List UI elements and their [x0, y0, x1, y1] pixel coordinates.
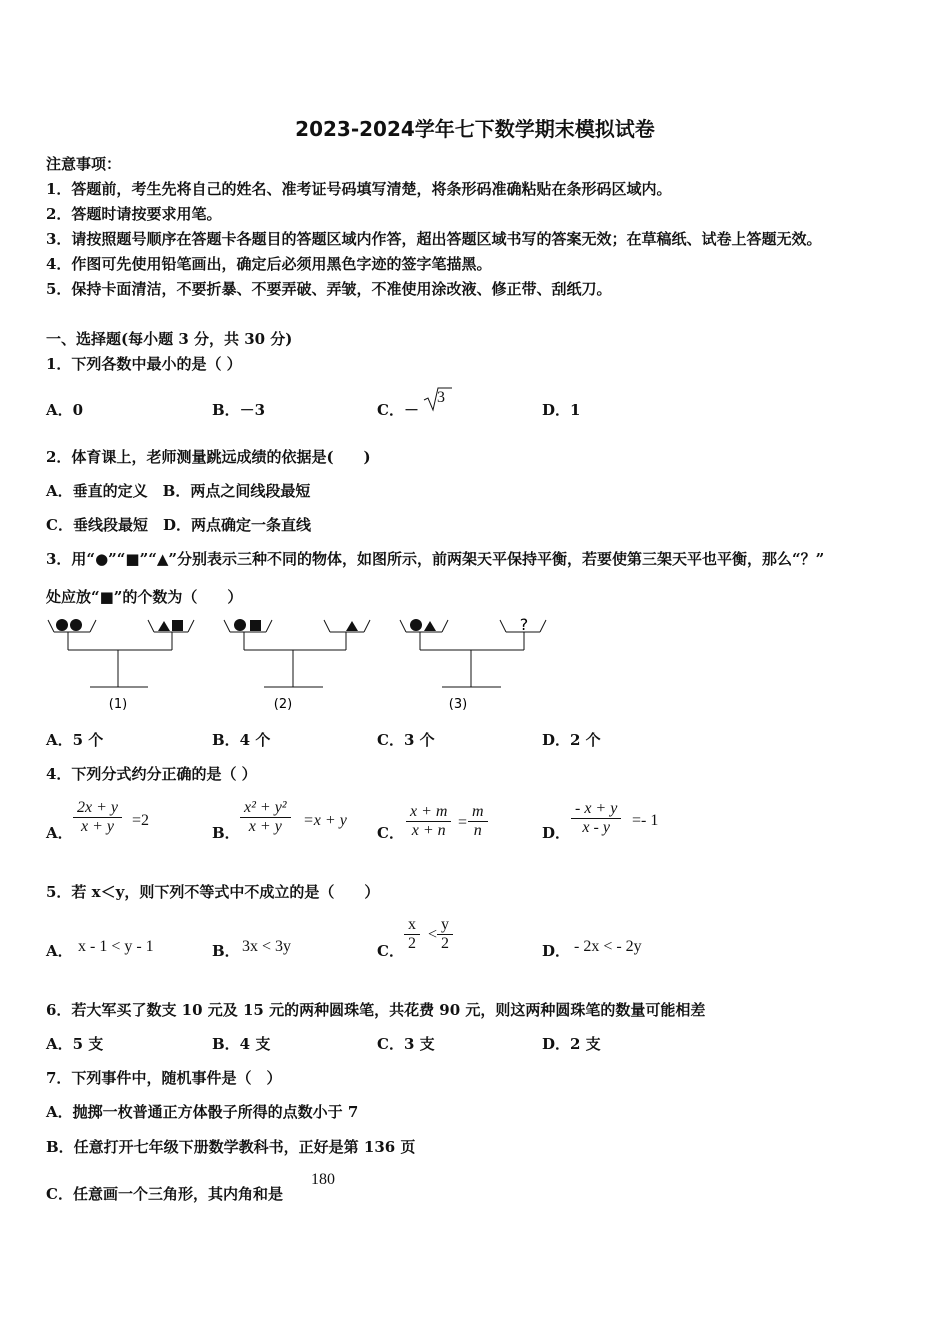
q5-option-a-label: A． [46, 942, 73, 960]
triangle-object [346, 621, 358, 631]
numerator: m [472, 803, 484, 820]
numerator: y [441, 916, 449, 933]
q4-option-a-label: A． [46, 824, 73, 842]
q4-option-a-rhs: =2 [132, 812, 150, 829]
balance-2 [224, 619, 370, 687]
square-object [172, 620, 183, 631]
balance-1 [48, 619, 194, 687]
q4-option-b-label: B． [212, 824, 240, 842]
q2-options-ab: A．垂直的定义 B．两点之间线段最短 [46, 482, 311, 500]
q6-option-b: B．4 支 [212, 1035, 271, 1053]
q4-option-c-rhs-fraction [468, 803, 488, 840]
figure-label: (3) [448, 697, 468, 712]
balance-figure [40, 612, 560, 717]
q1-option-c-radicand: 3 [437, 389, 445, 406]
question-3-stem-cont: 处应放“■”的个数为（ ） [46, 588, 243, 606]
question-1-stem: 1．下列各数中最小的是（ ） [46, 355, 242, 373]
numerator: x² + y² [244, 799, 287, 816]
triangle-object [424, 621, 436, 631]
q6-option-c: C．3 支 [377, 1035, 435, 1053]
question-2-stem: 2．体育课上，老师测量跳远成绩的依据是( ) [46, 448, 371, 466]
denominator: 2 [408, 935, 416, 952]
q4-option-c-eq: = [458, 814, 468, 831]
question-mark: ? [519, 615, 529, 634]
q1-option-c: C．－ [377, 401, 419, 419]
q5-option-d-expr: - 2x < - 2y [574, 938, 642, 955]
q5-option-c-label: C． [377, 942, 404, 960]
q3-option-d: D．2 个 [542, 731, 601, 749]
circle-object [234, 619, 246, 631]
denominator: x + y [248, 818, 282, 835]
section-heading: 一、选择题(每小题 3 分，共 30 分) [46, 330, 293, 348]
circle-object [70, 619, 82, 631]
numerator: 2x + y [77, 799, 118, 816]
question-4-stem: 4．下列分式约分正确的是（ ） [46, 765, 257, 783]
q5-option-c-fraction-right [437, 916, 453, 953]
q5-option-b-expr: 3x < 3y [242, 938, 292, 955]
q4-option-a-fraction [73, 799, 122, 836]
q5-option-a-expr: x - 1 < y - 1 [78, 938, 154, 955]
q1-option-d: D．1 [542, 401, 581, 419]
q3-option-c: C．3 个 [377, 731, 435, 749]
q5-option-c-fraction-left [404, 916, 420, 953]
notice-item: 4．作图可先使用铅笔画出，确定后必须用黑色字迹的签字笔描黑。 [46, 255, 492, 273]
balance-3 [400, 615, 546, 687]
q5-option-b-label: B． [212, 942, 240, 960]
q6-option-a: A．5 支 [46, 1035, 104, 1053]
denominator: x + y [81, 818, 114, 835]
q4-option-c-fraction [406, 803, 451, 840]
q5-option-d-label: D． [542, 942, 571, 960]
numerator: x + m [410, 803, 448, 820]
figure-label: (1) [108, 697, 128, 712]
question-7-stem: 7．下列事件中，随机事件是（ ） [46, 1069, 282, 1087]
q4-option-b-fraction [240, 799, 291, 836]
q7-option-a: A．抛掷一枚普通正方体骰子所得的点数小于 7 [46, 1103, 359, 1121]
numerator: x [408, 916, 416, 933]
q7-option-c-value: 180 [311, 1171, 335, 1188]
q6-option-d: D．2 支 [542, 1035, 601, 1053]
numerator: - x + y [575, 800, 618, 817]
notice-item: 2．答题时请按要求用笔。 [46, 205, 222, 223]
q1-option-b: B．－3 [212, 401, 266, 419]
q5-option-c-lt: < [428, 926, 438, 943]
notice-heading: 注意事项： [46, 155, 122, 173]
q4-option-d-label: D． [542, 824, 571, 842]
notice-item: 1．答题前，考生先将自己的姓名、准考证号码填写清楚，将条形码准确粘贴在条形码区域内。 [46, 180, 672, 198]
q4-option-b-rhs: =x + y [303, 812, 347, 829]
denominator: 2 [441, 935, 449, 952]
circle-object [56, 619, 68, 631]
q7-option-c: C．任意画一个三角形，其内角和是 [46, 1185, 283, 1203]
circle-object [410, 619, 422, 631]
q4-option-d-rhs: =- 1 [632, 812, 659, 829]
triangle-object [158, 621, 170, 631]
q1-option-a: A．0 [46, 401, 84, 419]
q4-option-c-label: C． [377, 824, 404, 842]
q3-option-a: A．5 个 [46, 731, 104, 749]
question-5-stem: 5．若 x＜y，则下列不等式中不成立的是（ ） [46, 883, 380, 901]
denominator: x - y [582, 819, 610, 836]
page-title: 2023-2024学年七下数学期末模拟试卷 [295, 117, 655, 141]
q4-option-d-fraction [571, 800, 621, 837]
question-3-stem: 3．用“●”“■”“▲”分别表示三种不同的物体，如图所示，前两架天平保持平衡，若要使第三架天平也平衡，那么“？” [46, 550, 825, 568]
notice-item: 3．请按照题号顺序在答题卡各题目的答题区域内作答，超出答题区域书写的答案无效；在草稿纸、试卷上答题无效。 [46, 230, 822, 248]
figure-label: (2) [273, 697, 293, 712]
question-6-stem: 6．若大军买了数支 10 元及 15 元的两种圆珠笔，共花费 90 元，则这两种圆珠笔的数量可能相差 [46, 1001, 706, 1019]
denominator: n [473, 822, 482, 839]
denominator: x + n [411, 822, 446, 839]
notice-item: 5．保持卡面清洁，不要折暴、不要弄破、弄皱，不准使用涂改液、修正带、刮纸刀。 [46, 280, 612, 298]
q3-option-b: B．4 个 [212, 731, 271, 749]
q7-option-b: B．任意打开七年级下册数学教科书，正好是第 136 页 [46, 1138, 416, 1156]
square-object [250, 620, 261, 631]
q2-options-cd: C．垂线段最短 D．两点确定一条直线 [46, 516, 311, 534]
